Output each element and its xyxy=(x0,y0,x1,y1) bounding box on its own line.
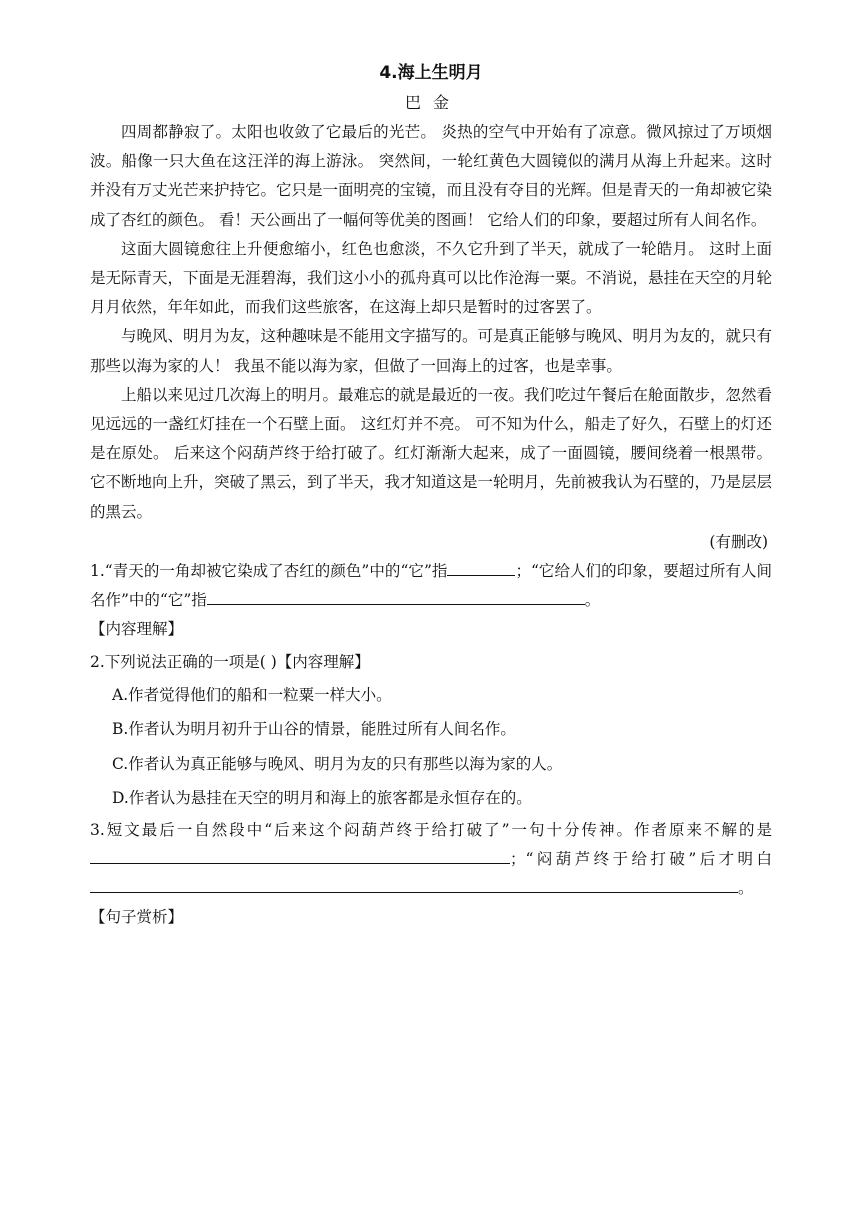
question-2-stem: 2.下列说法正确的一项是( )【内容理解】 xyxy=(90,653,370,672)
question-3-end: 。 xyxy=(738,879,754,898)
question-3-text-b: ；“闷葫芦终于给打破”后才明白 xyxy=(510,849,772,868)
paragraph-2: 这面大圆镜愈往上升便愈缩小，红色也愈淡，不久它升到了半天，就成了一轮皓月。 这时上面是无际青天，下面是无涯碧海，我们这小小的孤舟真可以比作沧海一粟。不消说，悬挂在天空的月轮月月依然，年年如此，而我们这些旅客，在这海上却只是暂时的过客罢了。 xyxy=(90,239,773,317)
question-1-tag: 【内容理解】 xyxy=(90,620,184,639)
question-1-text-b: ；“它给人们的印象，要超过所有人间名作”中的“它”指 xyxy=(90,561,772,610)
option-b[interactable]: B.作者认为明月初升于山谷的情景，能胜过所有人间名作。 xyxy=(112,720,516,739)
answer-blank-1b[interactable] xyxy=(207,588,585,605)
question-1-text-a: 1.“青天的一角却被它染成了杏红的颜色”中的“它”指 xyxy=(90,561,448,580)
article-author: 巴金 xyxy=(404,93,461,112)
option-c[interactable]: C.作者认为真正能够与晚风、明月为友的只有那些以海为家的人。 xyxy=(112,754,563,773)
paragraph-1: 四周都静寂了。太阳也收敛了它最后的光芒。 炎热的空气中开始有了凉意。微风掠过了万顷烟波。船像一只大鱼在这汪洋的海上游泳。 突然间，一轮红黄色大圆镜似的满月从海上升起来。这时并没有万丈光芒来护持它。它只是一面明亮的宝镜，而且没有夺目的光辉。但是青天的一角却被它染成了杏红的颜色。 看！天公画出了一幅何等优美的图画！ 它给人们的印象，要超过所有人间名作。 xyxy=(90,123,773,229)
option-a[interactable]: A.作者觉得他们的船和一粒粟一样大小。 xyxy=(112,685,392,704)
question-1-end: 。 xyxy=(584,591,601,610)
question-3 xyxy=(90,816,772,933)
paragraph-4: 上船以来见过几次海上的明月。最难忘的就是最近的一夜。我们吃过午餐后在舱面散步，忽然看见远远的一盏红灯挂在一个石壁上面。 这红灯并不亮。 可不知为什么，船走了好久，石壁上的灯还是在原处。 后来这个闷葫芦终于给打破了。红灯渐渐大起来，成了一面圆镜，腰间绕着一根黑带。 它不断地向上升，突破了黑云，到了半天，我才知道这是一轮明月，先前被我认为石壁的，乃是层层的黑云。 xyxy=(90,385,773,521)
answer-blank-3a[interactable] xyxy=(90,847,510,864)
question-3-tag: 【句子赏析】 xyxy=(90,908,184,927)
option-d[interactable]: D.作者认为悬挂在天空的明月和海上的旅客都是永恒存在的。 xyxy=(112,789,532,808)
worksheet-page xyxy=(90,58,772,932)
paragraph-3: 与晚风、明月为友，这种趣味是不能用文字描写的。可是真正能够与晚风、明月为友的，就只有那些以海为家的人！ 我虽不能以海为家，但做了一回海上的过客，也是幸事。 xyxy=(90,327,773,375)
edit-note: (有删改) xyxy=(709,532,768,551)
article-body xyxy=(90,118,772,527)
question-1 xyxy=(90,557,772,645)
question-3-text-a: 3.短文最后一自然段中“后来这个闷葫芦终于给打破了”一句十分传神。作者原来不解的是 xyxy=(90,820,772,839)
answer-blank-1a[interactable] xyxy=(447,559,515,576)
answer-blank-3b[interactable] xyxy=(90,876,738,893)
article-title: 4.海上生明月 xyxy=(379,63,483,83)
question-2 xyxy=(90,648,772,815)
